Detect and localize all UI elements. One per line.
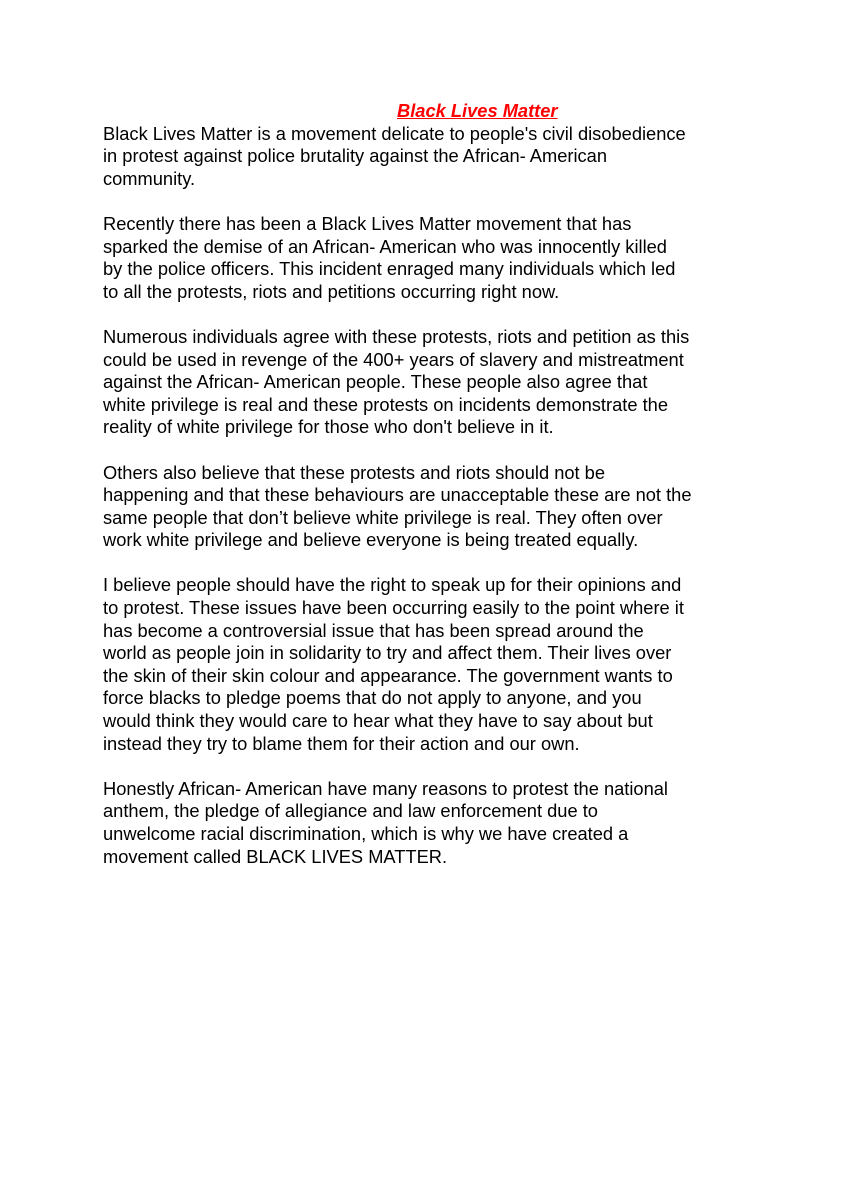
paragraph-line: instead they try to blame them for their action and our own. xyxy=(103,732,580,754)
paragraph-line: to all the protests, riots and petitions occurring right now. xyxy=(103,280,560,302)
paragraph-line: reality of white privilege for those who don't believe in it. xyxy=(103,416,554,438)
paragraph-line: happening and that these behaviours are unacceptable these are not the xyxy=(103,484,692,506)
paragraph-line: Black Lives Matter is a movement delicate to people's civil disobedience xyxy=(103,122,686,144)
paragraph-3 xyxy=(103,326,763,439)
paragraph-line: work white privilege and believe everyone is being treated equally. xyxy=(103,529,639,551)
paragraph-5 xyxy=(103,574,763,755)
paragraph-line: same people that don’t believe white privilege is real. They often over xyxy=(103,506,663,528)
document-page xyxy=(103,100,763,891)
paragraph-line: to protest. These issues have been occurring easily to the point where it xyxy=(103,597,684,619)
document-title: Black Lives Matter xyxy=(397,100,558,121)
paragraph-line: white privilege is real and these protests on incidents demonstrate the xyxy=(103,393,669,415)
paragraph-line: would think they would care to hear what they have to say about but xyxy=(103,710,653,732)
paragraph-line: could be used in revenge of the 400+ years of slavery and mistreatment xyxy=(103,348,684,370)
paragraph-line: movement called BLACK LIVES MATTER. xyxy=(103,845,448,867)
paragraph-line: Others also believe that these protests and riots should not be xyxy=(103,461,606,483)
paragraph-line: in protest against police brutality against the African- American xyxy=(103,145,608,167)
paragraph-line: Numerous individuals agree with these protests, riots and petition as this xyxy=(103,325,690,347)
paragraph-6 xyxy=(103,778,763,868)
paragraph-1 xyxy=(103,123,763,191)
paragraph-line: by the police officers. This incident enraged many individuals which led xyxy=(103,258,676,280)
paragraph-line: against the African- American people. These people also agree that xyxy=(103,371,648,393)
paragraph-line: Honestly African- American have many reasons to protest the national xyxy=(103,777,668,799)
paragraph-line: the skin of their skin colour and appearance. The government wants to xyxy=(103,664,673,686)
paragraph-line: Recently there has been a Black Lives Matter movement that has xyxy=(103,212,632,234)
paragraph-4 xyxy=(103,462,763,552)
paragraph-line: unwelcome racial discrimination, which is why we have created a xyxy=(103,823,629,844)
paragraph-line: community. xyxy=(103,167,196,189)
paragraph-line: anthem, the pledge of allegiance and law enforcement due to xyxy=(103,800,598,822)
paragraph-line: I believe people should have the right to speak up for their opinions and xyxy=(103,574,682,596)
paragraph-line: has become a controversial issue that has been spread around the xyxy=(103,619,644,641)
paragraph-2 xyxy=(103,213,763,303)
paragraph-line: force blacks to pledge poems that do not apply to anyone, and you xyxy=(103,687,642,709)
paragraph-line: world as people join in solidarity to try and affect them. Their lives over xyxy=(103,642,672,664)
paragraph-line: sparked the demise of an African- American who was innocently killed xyxy=(103,235,667,257)
